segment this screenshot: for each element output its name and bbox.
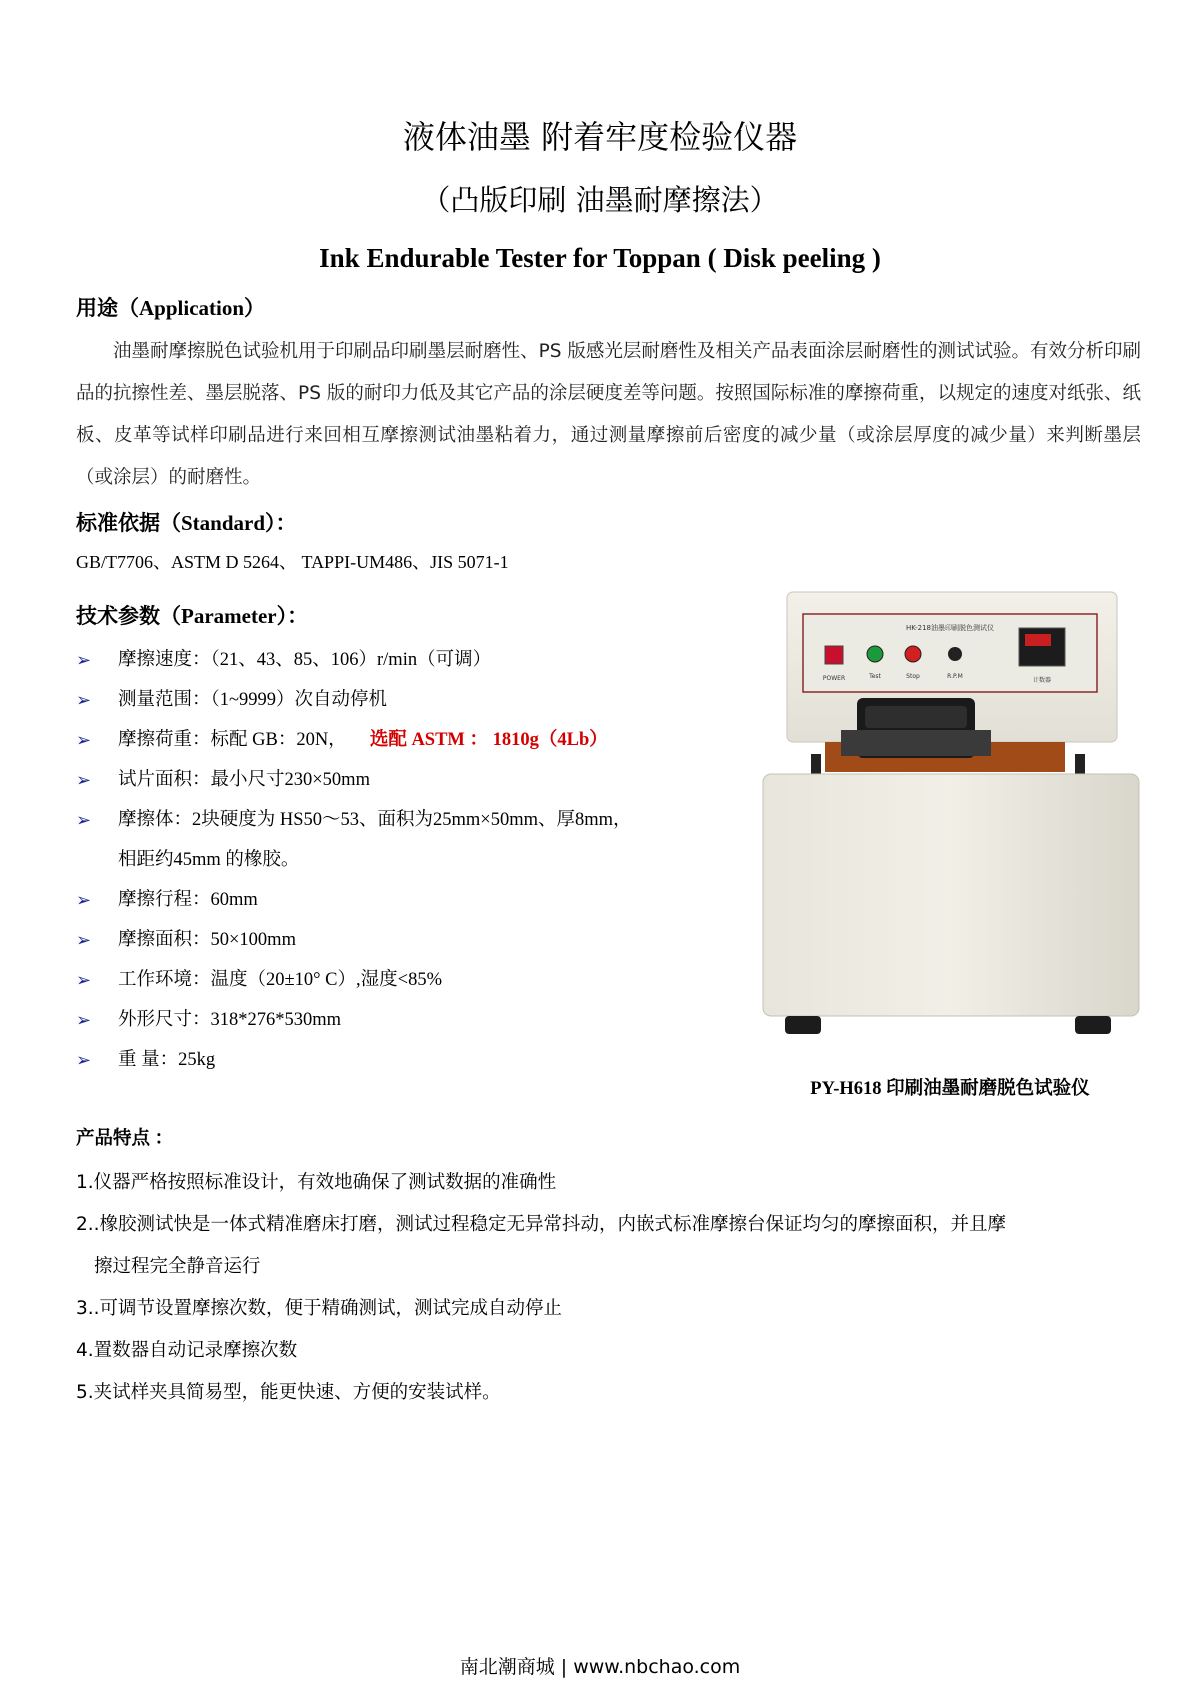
document-subtitle: （凸版印刷 油墨耐摩擦法） [421,183,779,217]
arrow-bullet-icon: ➢ [76,930,92,950]
application-heading: 用途（Application） [76,296,266,320]
speed-knob-icon [948,647,962,661]
list-item: ➢ 摩擦荷重：标配 GB：20N， 选配 ASTM ： 1810g（4Lb） [76,720,716,760]
arrow-bullet-icon: ➢ [76,1010,92,1030]
list-item: ➢ 工作环境：温度（20±10° C）,湿度<85% [76,960,716,1000]
list-item: ➢ 重 量：25kg [76,1040,716,1080]
footer-link[interactable]: 南北潮商城 | www.nbchao.com [459,1656,741,1678]
arrow-bullet-icon: ➢ [76,770,92,790]
counter-display [1019,628,1065,666]
test-button-icon [867,646,883,662]
lower-body [763,774,1139,1016]
standard-heading: 标准依据（Standard）： [76,511,297,535]
list-item: ➢ 摩擦体：2块硬度为 HS50～53、面积为25mm×50mm、厚8mm， 相距约45mm 的橡胶。 [76,800,716,880]
power-switch-icon [825,646,843,664]
document-title: 液体油墨 附着牢度检验仪器 [402,118,798,156]
foot-left [785,1016,821,1034]
astm-load-option: 选配 ASTM ： 1810g（4Lb） [369,730,608,750]
list-item: 4.置数器自动记录摩擦次数 [76,1340,298,1361]
list-item: ➢ 试片面积：最小尺寸230×50mm [76,760,716,800]
parameter-list [76,640,716,1080]
list-item: ➢ 摩擦行程：60mm [76,880,716,920]
arrow-bullet-icon: ➢ [76,650,92,670]
counter-label: 计数器 [1032,677,1052,684]
stop-button-icon [905,646,921,662]
standard-text: GB/T7706、ASTM D 5264、 TAPPI-UM486、JIS 5071-1 [76,552,509,572]
arrow-bullet-icon: ➢ [76,810,92,830]
test-label: Test [869,673,881,680]
product-photo [745,590,1155,1060]
english-title: Ink Endurable Tester for Toppan ( Disk peeling ) [319,243,881,273]
rpm-label: R.P.M [947,673,963,680]
parameter-heading: 技术参数（Parameter）： [76,604,309,628]
product-caption: PY-H618 印刷油墨耐磨脱色试验仪 [810,1079,1090,1099]
features-heading: 产品特点 ： [76,1129,174,1149]
list-item: 2..橡胶测试快是一体式精准磨床打磨，测试过程稳定无异常抖动，内嵌式标准摩擦台保证均匀的摩擦面积，并且摩 擦过程完全静音运行 [76,1214,1007,1277]
list-item: ➢ 外形尺寸：318*276*530mm [76,1000,716,1040]
arrow-bullet-icon: ➢ [76,690,92,710]
power-label: POWER [822,675,846,682]
arrow-bullet-icon: ➢ [76,730,92,750]
list-item: 1.仪器严格按照标准设计，有效地确保了测试数据的准确性 [76,1172,557,1193]
list-item: ➢ 摩擦速度：（21、43、85、106）r/min（可调） [76,640,716,680]
application-text: 油墨耐摩擦脱色试验机用于印刷品印刷墨层耐磨性、PS 版感光层耐磨性及相关产品表面涂层耐磨性的测试试验。有效分析印刷品的抗擦性差、墨层脱落、PS 版的耐印力低及其它产品的涂层硬度差等问题。按照国际标准的摩擦荷重，以规定的速度对纸张、纸板、皮革等试样印刷品进行来回相互摩擦测试油墨粘着力，通过测量摩擦前后密度的减少量（或涂层厚度的减少量）来判断墨层（或涂层）的耐磨性。 [76,341,1141,488]
list-item: 3..可调节设置摩擦次数，便于精确测试，测试完成自动停止 [76,1298,563,1319]
arrow-bullet-icon: ➢ [76,970,92,990]
list-item: ➢ 摩擦面积：50×100mm [76,920,716,960]
list-item: ➢ 测量范围：（1~9999）次自动停机 [76,680,716,720]
arrow-bullet-icon: ➢ [76,1050,92,1070]
counter-digits [1025,634,1051,646]
arrow-bullet-icon: ➢ [76,890,92,910]
stop-label: Stop [906,673,920,680]
list-item: 5.夹试样夹具简易型，能更快速、方便的安装试样。 [76,1382,501,1403]
foot-right [1075,1016,1111,1034]
features-list [76,1162,1146,1414]
panel-title: HK-218油墨印刷脱色测试仪 [905,624,995,632]
